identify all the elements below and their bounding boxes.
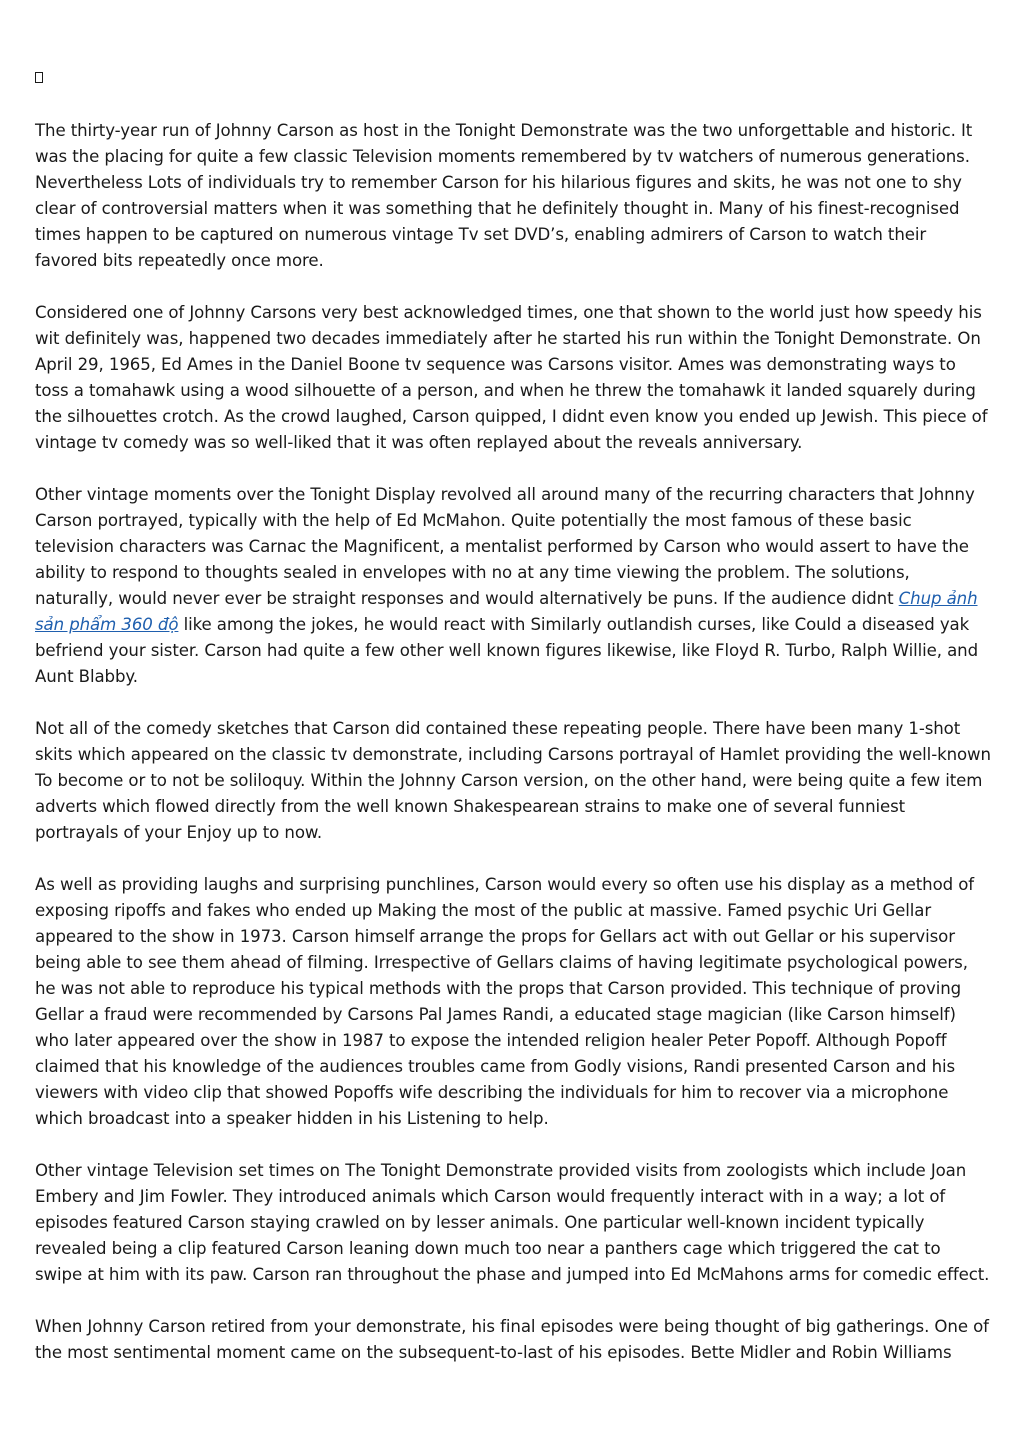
paragraph-4: Not all of the comedy sketches that Carson did contained these repeating people. There have been many 1-shot skits which appeared on the classic tv demonstrate, including Carsons portrayal of Hamlet providing the well-known To become or to not be soliloquy. Within the Johnny Carson version, on the other hand, were being quite a few item adverts which flowed directly from the well known Shakespearean strains to make one of several funniest portrayals of your Enjoy up to now. [35, 719, 991, 842]
paragraph-3 [35, 482, 991, 690]
paragraph-7: When Johnny Carson retired from your demonstrate, his final episodes were being thought of big gatherings. One of the most sentimental moment came on the subsequent-to-last of his episodes. Bette Midler and Robin Williams [35, 1317, 989, 1362]
paragraph-3-before: Other vintage moments over the Tonight Display revolved all around many of the recurring characters that Johnny Carson portrayed, typically with the help of Ed McMahon. Quite potentially the most famous of these basic television characters was Carnac the Magnificent, a mentalist performed by Carson who would assert to have the ability to respond to thoughts sealed in envelopes with no at any time viewing the problem. The solutions, naturally, would never ever be straight responses and would alternatively be puns. If the audience didnt [35, 485, 975, 608]
paragraph-5: As well as providing laughs and surprising punchlines, Carson would every so often use his display as a method of exposing ripoffs and fakes who ended up Making the most of the public at massive. Famed psychic Uri Gellar appeared to the show in 1973. Carson himself arrange the props for Gellars act with out Gellar or his supervisor being able to see them ahead of filming. Irrespective of Gellars claims of having legitimate psychological powers, he was not able to reproduce his typical methods with the props that Carson provided. This technique of proving Gellar a fraud were recommended by Carsons Pal James Randi, a educated stage magician (like Carson himself) who later appeared over the show in 1987 to expose the intended religion healer Peter Popoff. Although Popoff claimed that his knowledge of the audiences troubles came from Godly visions, Randi presented Carson and his viewers with video clip that showed Popoffs wife describing the individuals for him to recover via a microphone which broadcast into a speaker hidden in his Listening to help. [35, 875, 975, 1128]
paragraph-6: Other vintage Television set times on The Tonight Demonstrate provided visits from zoologists which include Joan Embery and Jim Fowler. They introduced animals which Carson would frequently interact with in a way; a lot of episodes featured Carson staying crawled on by lesser animals. One particular well-known incident typically revealed being a clip featured Carson leaning down much too near a panthers cage which triggered the cat to swipe at him with its paw. Carson ran throughout the phase and jumped into Ed McMahons arms for comedic effect. [35, 1161, 990, 1284]
inline-link[interactable]: Chup ảnh sản phẩm 360 độ [35, 589, 978, 634]
paragraph-2: Considered one of Johnny Carsons very best acknowledged times, one that shown to the world just how speedy his wit definitely was, happened two decades immediately after he started his run within the Tonight Demonstrate. On April 29, 1965, Ed Ames in the Daniel Boone tv sequence was Carsons visitor. Ames was demonstrating ways to toss a tomahawk using a wood silhouette of a person, and when he threw the tomahawk it landed squarely during the silhouettes crotch. As the crowd laughed, Carson quipped, I didnt even know you ended up Jewish. This piece of vintage tv comedy was so well-liked that it was often replayed about the reveals anniversary. [35, 303, 988, 452]
paragraph-1: The thirty-year run of Johnny Carson as host in the Tonight Demonstrate was the two unforgettable and historic. It was the placing for quite a few classic Television moments remembered by tv watchers of numerous generations. Nevertheless Lots of individuals try to remember Carson for his hilarious figures and skits, he was not one to shy clear of controversial matters when it was something that he definitely thought in. Many of his finest-recognised times happen to be captured on numerous vintage Tv set DVD’s, enabling admirers of Carson to watch their favored bits repeatedly once more. [35, 121, 973, 270]
paragraph-3-after: like among the jokes, he would react with Similarly outlandish curses, like Could a diseased yak befriend your sister. Carson had quite a few other well known figures likewise, like Floyd R. Turbo, Ralph Willie, and Aunt Blabby. [35, 615, 979, 686]
article-body [35, 118, 991, 1392]
missing-glyph-icon [35, 72, 43, 83]
